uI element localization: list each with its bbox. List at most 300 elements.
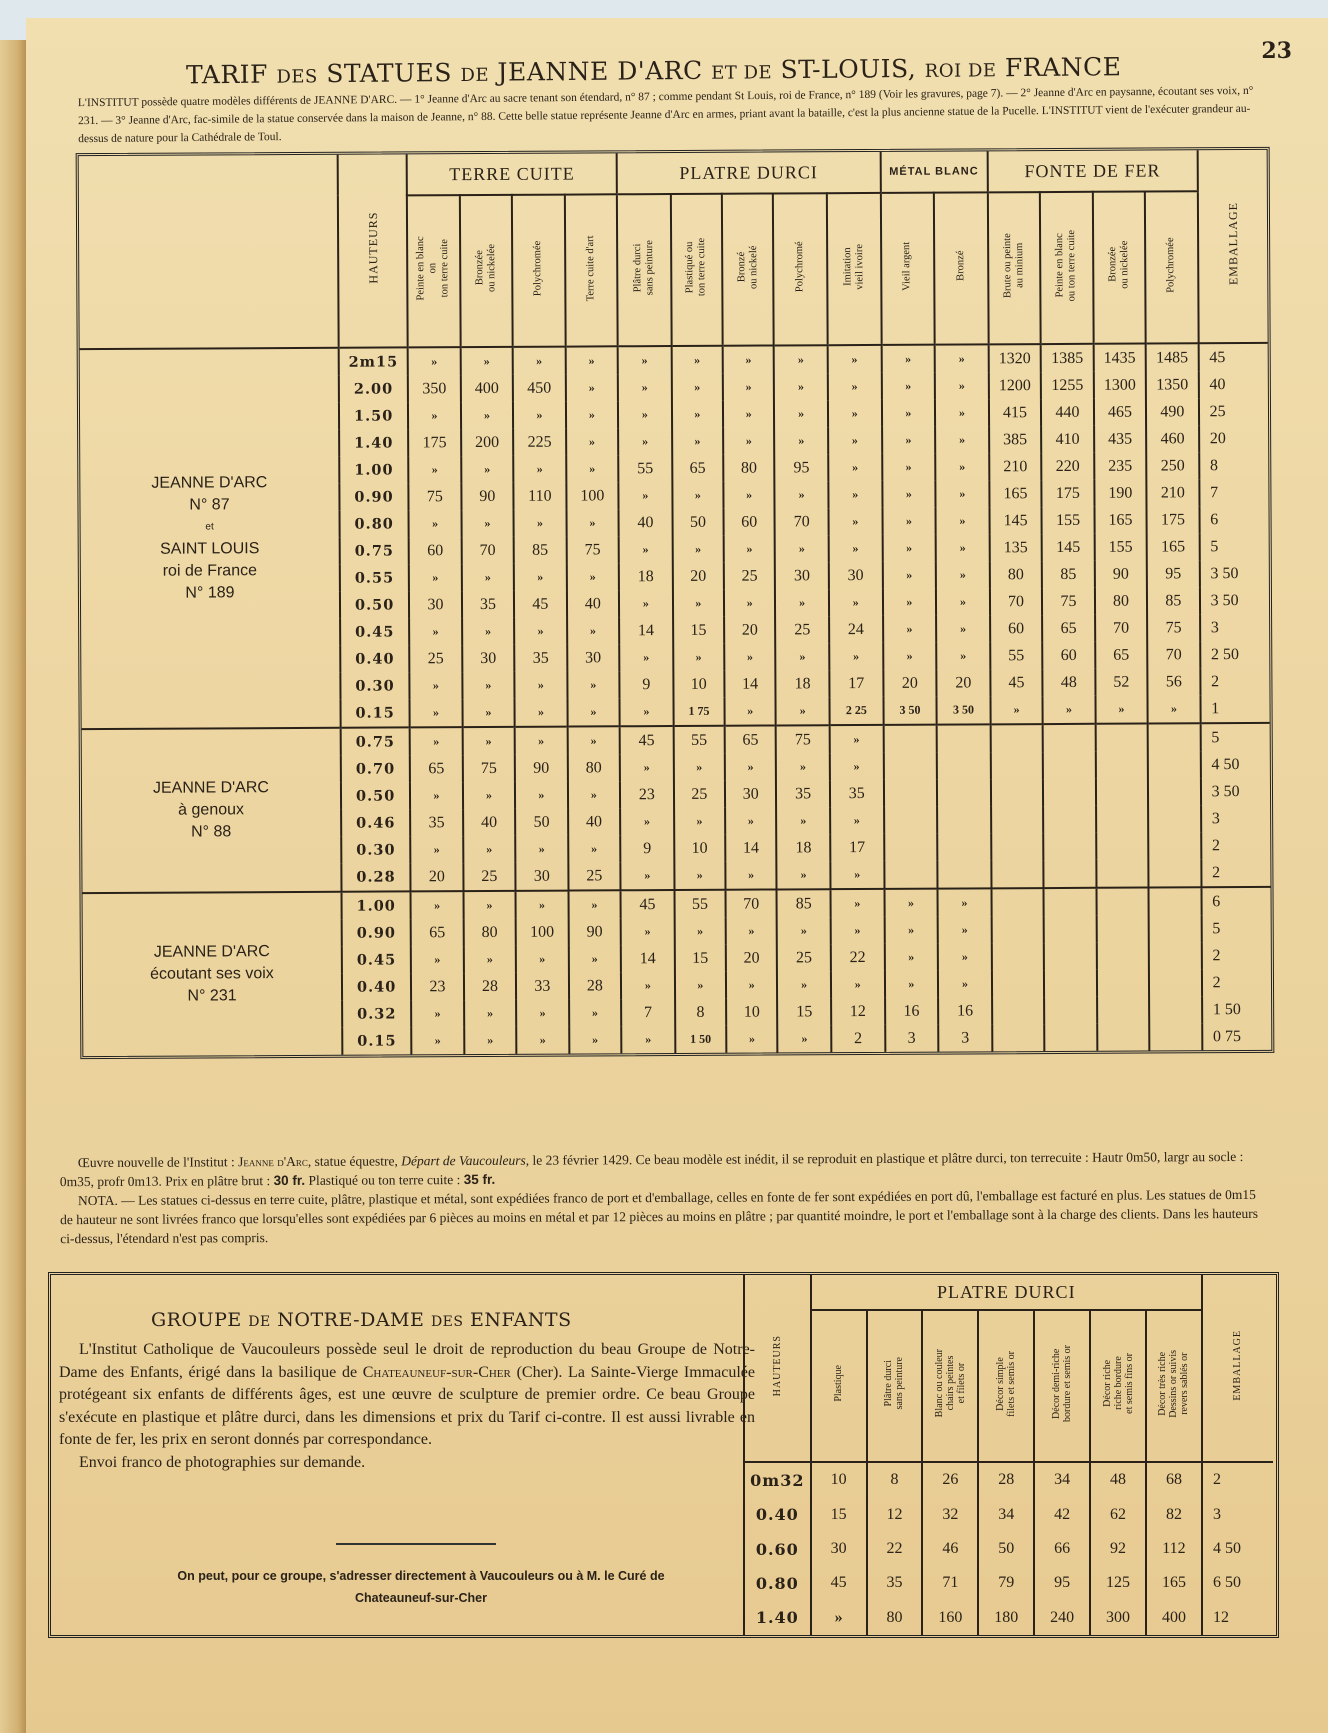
price-cell	[1149, 915, 1202, 942]
price-cell: 14	[621, 945, 675, 972]
price-cell: »	[828, 508, 882, 535]
price-cell: 95	[1034, 1566, 1090, 1600]
price-cell: 95	[1147, 560, 1200, 587]
price-cell	[1044, 1024, 1097, 1051]
price-cell: »	[811, 1601, 867, 1635]
price-cell: 16	[938, 997, 992, 1024]
price-cell: »	[567, 617, 620, 644]
emballage-cell: 2 50	[1200, 641, 1269, 668]
price-cell: 24	[829, 616, 883, 643]
price-cell	[991, 779, 1044, 806]
height-cell: 0.50	[341, 782, 410, 809]
price-cell: 490	[1146, 398, 1199, 425]
price-cell	[884, 834, 938, 861]
price-cell: 165	[1094, 507, 1147, 534]
column-header: Bronzé	[934, 192, 988, 344]
model-label-line: JEANNE D'ARC	[153, 943, 270, 961]
price-cell: »	[936, 588, 990, 615]
price-cell	[991, 752, 1044, 779]
price-cell: »	[567, 726, 620, 754]
price-cell: 100	[516, 919, 569, 946]
price-cell: »	[463, 836, 516, 863]
model-label	[80, 348, 341, 729]
height-cell: 0.80	[340, 510, 409, 537]
price-cell: 20	[672, 563, 723, 590]
price-cell: »	[830, 753, 884, 780]
price-cell: »	[410, 727, 463, 755]
table-row	[744, 1532, 1273, 1566]
price-cell: 3	[938, 1024, 992, 1051]
price-cell: »	[461, 510, 514, 537]
price-cell: »	[936, 615, 990, 642]
price-cell: »	[1148, 695, 1201, 723]
price-cell: 30	[775, 562, 829, 589]
price-cell: »	[620, 808, 674, 835]
price-cell: 80	[990, 561, 1043, 588]
price-cell: »	[724, 589, 775, 616]
model-label	[83, 892, 343, 1056]
column-header: Polychromée	[512, 195, 565, 347]
price-cell: 95	[775, 454, 829, 481]
price-cell: 300	[1090, 1601, 1146, 1635]
price-cell: »	[723, 427, 774, 454]
emballage-cell: 12	[1202, 1601, 1273, 1635]
price-cell: 85	[777, 889, 831, 917]
price-cell: 160	[922, 1601, 978, 1635]
emballage-cell: 0 75	[1202, 1023, 1271, 1050]
price-cell: »	[725, 753, 776, 780]
statues-price-table	[76, 147, 1275, 1059]
title-word: DE	[460, 64, 490, 86]
price-cell: »	[621, 918, 675, 945]
price-cell: 70	[775, 508, 829, 535]
price-cell: »	[936, 534, 990, 561]
price-cell: »	[671, 346, 722, 374]
price-cell	[1096, 860, 1149, 888]
height-cell: 0.80	[744, 1566, 811, 1600]
price-cell: »	[881, 373, 935, 400]
price-cell: 80	[463, 919, 516, 946]
price-cell: 235	[1094, 453, 1147, 480]
price-cell: 85	[1042, 561, 1095, 588]
price-cell: 8	[867, 1462, 923, 1498]
price-cell: 55	[673, 726, 724, 754]
hauteurs-header: HAUTEURS	[338, 154, 408, 347]
title-word: ST-LOUIS,	[780, 53, 917, 85]
price-cell: 135	[989, 534, 1042, 561]
price-cell: 33	[516, 973, 569, 1000]
price-cell	[991, 806, 1044, 833]
price-cell: »	[673, 754, 724, 781]
price-cell	[992, 943, 1045, 970]
price-cell: 30	[829, 562, 883, 589]
price-cell: 65	[411, 919, 464, 946]
price-cell: »	[411, 946, 464, 973]
height-cell: 0.40	[340, 645, 409, 672]
price-cell: 45	[621, 890, 675, 918]
price-cell: 23	[620, 781, 674, 808]
price-cell: 65	[672, 455, 723, 482]
book-spine	[0, 40, 28, 1733]
column-header: Bronzée ou nickelée	[460, 195, 513, 347]
price-cell	[937, 806, 991, 833]
price-cell: »	[619, 644, 673, 671]
price-cell: 15	[811, 1498, 867, 1532]
height-cell: 1.50	[339, 402, 408, 429]
price-cell: 23	[411, 973, 464, 1000]
price-cell: »	[620, 698, 674, 726]
price-cell: 90	[515, 755, 568, 782]
height-cell: 0.40	[744, 1498, 811, 1532]
price-cell: 465	[1094, 399, 1147, 426]
price-cell: »	[565, 346, 618, 374]
price-cell: »	[884, 917, 938, 944]
price-cell: »	[516, 1027, 569, 1054]
price-cell: »	[882, 535, 936, 562]
emballage-cell: 4 50	[1202, 1532, 1273, 1566]
price-cell	[1043, 724, 1096, 752]
price-cell: »	[410, 672, 463, 699]
group-header-terre-cuite: TERRE CUITE	[407, 153, 617, 195]
price-cell: 75	[1042, 588, 1095, 615]
price-cell: 125	[1090, 1566, 1146, 1600]
price-cell: 28	[978, 1462, 1034, 1498]
price-cell: 75	[776, 725, 830, 753]
title-word: FRANCE	[1004, 52, 1122, 83]
price-cell: »	[671, 374, 722, 401]
price-cell: 45	[811, 1566, 867, 1600]
price-cell: 3 50	[937, 696, 991, 724]
height-cell: 0.75	[341, 727, 410, 755]
price-cell: »	[513, 456, 566, 483]
price-cell: 60	[1042, 642, 1095, 669]
price-cell: 48	[1090, 1462, 1146, 1498]
price-cell: »	[829, 589, 883, 616]
price-cell: »	[935, 453, 989, 480]
price-cell	[884, 780, 938, 807]
price-cell: »	[566, 563, 619, 590]
emballage-cell: 45	[1198, 343, 1267, 371]
price-cell: 79	[978, 1566, 1034, 1600]
price-cell: 16	[885, 998, 939, 1025]
price-cell: »	[619, 590, 673, 617]
emballage-cell: 2	[1202, 969, 1271, 996]
price-cell	[1096, 943, 1149, 970]
group-header-platre-durci: PLATRE DURCI	[811, 1275, 1202, 1310]
price-cell: »	[938, 943, 992, 970]
height-cell: 0.40	[342, 973, 411, 1000]
height-cell: 2m15	[339, 347, 408, 375]
price-cell: 82	[1146, 1498, 1202, 1532]
price-cell: 175	[408, 429, 461, 456]
height-cell: 1.00	[339, 456, 408, 483]
price-cell: 30	[567, 644, 620, 671]
price-cell: »	[515, 672, 568, 699]
price-cell: »	[618, 482, 672, 509]
price-cell: 2	[831, 1025, 885, 1052]
price-cell: »	[884, 944, 938, 971]
price-cell	[1148, 723, 1201, 751]
price-cell: 9	[619, 671, 673, 698]
price-cell: 190	[1094, 480, 1147, 507]
price-cell: »	[774, 345, 828, 373]
model-label-line: N° 231	[187, 987, 237, 1005]
model-label-line: JEANNE D'ARC	[151, 474, 268, 492]
price-cell: »	[672, 401, 723, 428]
price-cell: 9	[620, 835, 674, 862]
price-cell: »	[778, 1025, 832, 1052]
price-cell: »	[673, 590, 724, 617]
price-cell: »	[461, 402, 514, 429]
height-cell: 0.46	[341, 809, 410, 836]
price-cell: 25	[724, 562, 775, 589]
price-cell	[1148, 778, 1201, 805]
price-cell: »	[462, 727, 515, 755]
title-word: ET DE	[711, 62, 773, 84]
price-cell: »	[936, 480, 990, 507]
price-cell: 55	[674, 890, 725, 918]
price-cell: »	[723, 345, 774, 373]
height-cell: 0.28	[341, 863, 410, 891]
price-cell	[991, 860, 1044, 888]
price-cell: »	[828, 427, 882, 454]
price-cell: 385	[989, 426, 1042, 453]
price-cell	[1043, 833, 1096, 860]
price-cell	[992, 970, 1045, 997]
price-cell: »	[463, 782, 516, 809]
price-cell: »	[776, 753, 830, 780]
price-cell: 25	[777, 944, 831, 971]
price-cell: 460	[1146, 425, 1199, 452]
price-cell: »	[569, 1026, 622, 1053]
price-cell: »	[882, 427, 936, 454]
price-cell: »	[777, 861, 831, 889]
price-cell: 400	[461, 375, 514, 402]
price-cell: »	[411, 891, 464, 919]
price-cell: 440	[1041, 399, 1094, 426]
model-label-line: JEANNE D'ARC	[152, 779, 269, 797]
price-cell: »	[569, 999, 622, 1026]
price-cell: »	[568, 781, 621, 808]
price-cell	[1044, 943, 1097, 970]
emballage-cell: 6	[1199, 506, 1268, 533]
price-cell: »	[725, 697, 776, 725]
price-cell: »	[936, 561, 990, 588]
price-cell: 90	[461, 483, 514, 510]
price-cell	[1096, 806, 1149, 833]
price-cell: »	[828, 481, 882, 508]
price-cell: 210	[989, 453, 1042, 480]
price-cell: 220	[1041, 453, 1094, 480]
price-cell: 1485	[1146, 343, 1199, 371]
price-cell: 75	[409, 483, 462, 510]
price-cell: »	[461, 456, 514, 483]
column-header: Polychromé	[773, 193, 827, 345]
price-cell: 12	[867, 1498, 923, 1532]
price-cell: »	[830, 725, 884, 753]
price-cell: »	[672, 428, 723, 455]
price-cell: »	[566, 509, 619, 536]
price-cell: 1385	[1041, 344, 1094, 372]
price-cell: 70	[990, 588, 1043, 615]
price-cell: »	[674, 808, 725, 835]
price-cell: 40	[463, 809, 516, 836]
price-cell: 15	[777, 998, 831, 1025]
price-cell: 18	[776, 670, 830, 697]
price-cell: 20	[724, 616, 775, 643]
price-cell	[1095, 752, 1148, 779]
price-cell: »	[513, 347, 566, 375]
height-cell: 0.70	[341, 755, 410, 782]
price-cell: 180	[978, 1601, 1034, 1635]
price-cell	[1149, 969, 1202, 996]
price-cell: 110	[514, 483, 567, 510]
price-cell: 1435	[1093, 344, 1146, 372]
price-cell: 55	[990, 642, 1043, 669]
price-cell: »	[515, 699, 568, 727]
price-cell	[1148, 751, 1201, 778]
height-cell: 0.15	[342, 1027, 411, 1054]
price-cell: »	[516, 891, 569, 919]
groupe-box	[48, 1272, 1279, 1638]
price-cell: 17	[830, 834, 884, 861]
price-cell: »	[464, 1027, 517, 1054]
price-cell: 28	[569, 972, 622, 999]
divider	[336, 1543, 496, 1545]
column-header: Plâtre durci sans peinture	[867, 1310, 923, 1462]
price-cell	[1044, 860, 1097, 888]
price-cell: »	[672, 482, 723, 509]
price-cell: »	[408, 347, 461, 375]
price-cell: 14	[724, 670, 775, 697]
price-cell: 45	[514, 591, 567, 618]
price-cell: 10	[673, 671, 724, 698]
price-cell: »	[566, 401, 619, 428]
price-cell: 15	[674, 945, 725, 972]
price-cell: »	[621, 972, 675, 999]
price-cell: 145	[989, 507, 1042, 534]
price-cell: »	[830, 861, 884, 889]
price-cell: »	[566, 428, 619, 455]
price-cell: »	[675, 972, 726, 999]
price-cell	[991, 833, 1044, 860]
price-cell: 1200	[989, 372, 1042, 399]
price-cell: »	[828, 373, 882, 400]
price-cell: 25	[568, 862, 621, 890]
price-cell: 75	[462, 755, 515, 782]
price-cell: »	[828, 454, 882, 481]
groupe-paragraph: L'Institut Catholique de Vaucouleurs possède seul le droit de reproduction du beau Groupe de Notre-Dame des Enfants, érigé dans la basilique de Chateauneuf-sur-Cher (Cher). La Sainte-Vierge Immaculée protégeant six enfants de différents âges, est une œuvre de sculpture de premier ordre. Ce beau Groupe s'exécute en plastique et plâtre durci, dans les dimensions et prix du Tarif ci-contre. Il est aussi livrable en fonte de fer, les prix en seront donnés par correspondance. Envoi franco de photographies sur demande.	[59, 1341, 755, 1471]
emballage-cell: 6 50	[1202, 1566, 1273, 1600]
price-cell	[1095, 724, 1148, 752]
price-cell: »	[881, 345, 935, 373]
emballage-cell: 6	[1201, 887, 1270, 915]
price-cell: »	[725, 807, 776, 834]
price-cell: »	[409, 618, 462, 645]
emballage-cell: 3 50	[1200, 587, 1269, 614]
price-cell: 42	[1034, 1498, 1090, 1532]
model-label-line: N° 88	[191, 823, 232, 841]
price-cell: »	[620, 754, 674, 781]
price-cell: 55	[618, 455, 672, 482]
column-header: Décor riche riche bordure et semis fins or	[1090, 1310, 1146, 1462]
table-row	[744, 1462, 1273, 1498]
price-cell: 2 25	[829, 697, 883, 725]
price-cell: 80	[567, 754, 620, 781]
price-cell: »	[776, 643, 830, 670]
price-cell	[884, 807, 938, 834]
price-cell: 25	[409, 645, 462, 672]
price-cell: 8	[675, 999, 726, 1026]
emballage-cell: 5	[1200, 723, 1269, 751]
price-cell: 30	[409, 591, 462, 618]
price-cell: 20	[883, 670, 937, 697]
price-cell: »	[831, 971, 885, 998]
price-cell: 250	[1146, 452, 1199, 479]
price-cell: 1 75	[673, 698, 724, 726]
price-cell: 112	[1146, 1532, 1202, 1566]
emballage-cell: 2	[1201, 832, 1270, 859]
column-header: Plâtre durci sans peinture	[617, 194, 671, 346]
price-cell: »	[672, 536, 723, 563]
price-cell	[1149, 996, 1202, 1023]
price-cell: »	[774, 400, 828, 427]
price-cell: 85	[514, 537, 567, 564]
oeuvre-note: Œuvre nouvelle de l'Institut : Jeanne d'Arc, statue équestre, Départ de Vaucouleurs, le 23 février 1429. Ce beau modèle est inédit, il se reproduit en plastique et plâtre durci, ton terrecuite : Hautr 0m50, largr au socle : 0m35, profr 0m13. Prix en plâtre brut : 30 fr. Plastiqué ou ton terre cuite : 35 fr.	[59, 1148, 1244, 1190]
price-cell: 66	[1034, 1532, 1090, 1566]
price-cell: »	[568, 890, 621, 918]
groupe-description	[51, 1275, 811, 1635]
emballage-cell: 40	[1198, 371, 1267, 398]
price-cell: »	[411, 1027, 464, 1054]
price-cell: 52	[1095, 669, 1148, 696]
price-cell	[1097, 970, 1150, 997]
price-cell: 435	[1094, 426, 1147, 453]
price-cell: »	[462, 618, 515, 645]
price-cell	[938, 860, 992, 888]
height-cell: 1.00	[342, 891, 411, 919]
price-cell: »	[568, 835, 621, 862]
height-cell: 0.30	[341, 836, 410, 863]
price-cell: 100	[566, 482, 619, 509]
height-cell: 0.30	[340, 672, 409, 699]
price-cell: »	[565, 374, 618, 401]
price-cell: »	[463, 946, 516, 973]
price-cell: 20	[937, 669, 991, 696]
price-cell: »	[774, 427, 828, 454]
table-row	[744, 1498, 1273, 1532]
price-cell: »	[566, 455, 619, 482]
emballage-cell: 5	[1201, 915, 1270, 942]
emballage-cell: 8	[1199, 452, 1268, 479]
price-cell: »	[829, 535, 883, 562]
hauteurs-header: HAUTEURS	[744, 1275, 811, 1462]
model-label-line: N° 189	[185, 584, 235, 602]
price-cell: »	[882, 400, 936, 427]
height-cell: 0.90	[342, 919, 411, 946]
price-cell: »	[1043, 696, 1096, 724]
price-cell: 210	[1147, 479, 1200, 506]
price-cell: 350	[408, 375, 461, 402]
price-cell: 70	[1147, 641, 1200, 668]
price-cell: 400	[1146, 1601, 1202, 1635]
price-cell: 18	[619, 563, 673, 590]
price-cell: 10	[726, 998, 777, 1025]
price-cell: 56	[1148, 668, 1201, 695]
price-cell: 22	[831, 944, 885, 971]
price-cell: »	[775, 589, 829, 616]
emballage-cell: 2	[1200, 668, 1269, 695]
